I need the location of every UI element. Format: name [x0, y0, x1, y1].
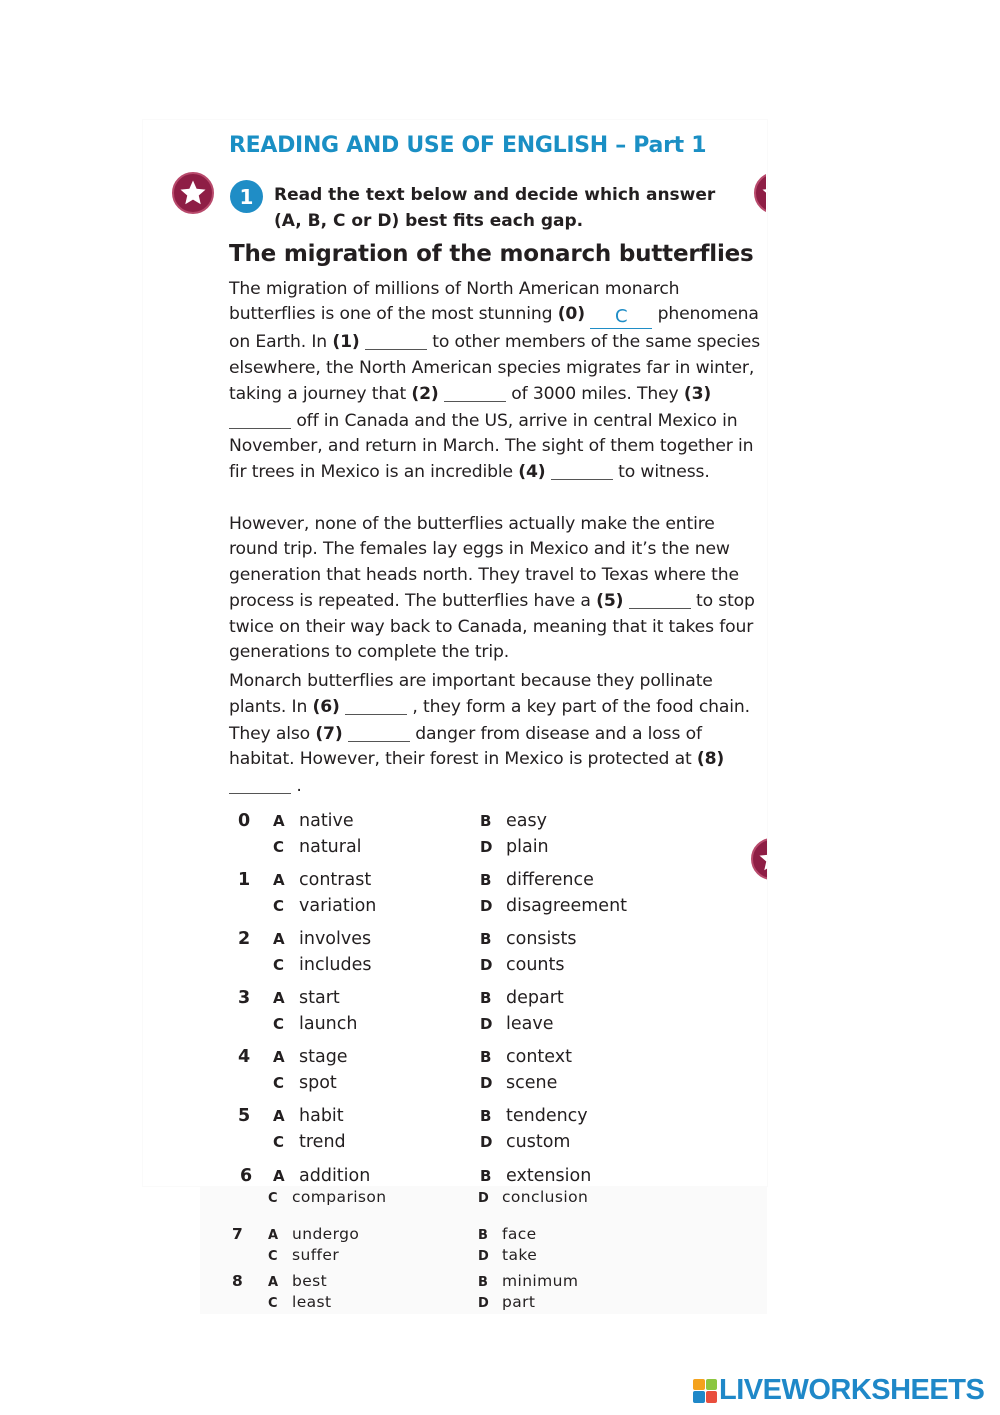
option-a: A stage: [273, 1047, 348, 1067]
section-title: READING AND USE OF ENGLISH – Part 1: [229, 133, 707, 158]
answer-gap-5[interactable]: [629, 588, 691, 609]
question-number: 1: [238, 870, 251, 890]
option-a: A addition: [273, 1166, 371, 1186]
instruction-text: Read the text below and decide which answer (A, B, C or D) best fits each gap.: [274, 185, 716, 231]
option-d: D take: [478, 1246, 538, 1264]
option-b: B context: [480, 1047, 572, 1067]
option-b: B minimum: [478, 1272, 579, 1290]
answer-options-list: [238, 811, 758, 1165]
option-c: C natural: [273, 837, 362, 857]
question-row: [232, 1223, 752, 1270]
question-row: [238, 988, 758, 1047]
option-b: B consists: [480, 929, 577, 949]
option-c: C launch: [273, 1014, 358, 1034]
answer-gap-2[interactable]: [444, 381, 506, 402]
star-icon: [754, 172, 796, 214]
option-d: D plain: [480, 837, 549, 857]
option-d: D conclusion: [478, 1188, 589, 1206]
paragraph-1: The migration of millions of North American monarch butterflies is one of the most stunning (0) C phenomena on Earth. In (1) to other members of the same species elsewhere, the North American species migrates far in winter, taking a journey that (2) of 3000 miles. They (3) off in Canada and the US, arrive in central Mexico in November, and return in March. The sight of them together in fir trees in Mexico is an incredible (4) to witness.: [229, 279, 761, 483]
option-d: D part: [478, 1293, 536, 1311]
option-c: C trend: [273, 1132, 346, 1152]
option-d: D leave: [480, 1014, 554, 1034]
question-row: [238, 1106, 758, 1165]
option-c: C spot: [273, 1073, 337, 1093]
question-number: 8: [232, 1272, 244, 1290]
option-a: A native: [273, 811, 354, 831]
question-number: 6: [240, 1166, 253, 1186]
question-number: 0: [238, 811, 251, 831]
option-b: B difference: [480, 870, 594, 890]
answer-gap-7[interactable]: [348, 721, 410, 742]
option-b: B easy: [480, 811, 547, 831]
question-number: 3: [238, 988, 251, 1008]
option-c: C least: [268, 1293, 332, 1311]
answer-gap-0[interactable]: C: [590, 308, 652, 329]
answer-gap-4[interactable]: [551, 459, 613, 480]
option-c: C includes: [273, 955, 372, 975]
option-a: A start: [273, 988, 340, 1008]
option-a: A best: [268, 1272, 328, 1290]
paragraph-3: Monarch butterflies are important because they pollinate plants. In (6) , they form a key part of the food chain. They also (7) danger from disease and a loss of habitat. However, their forest in Mexico is protected at (8) .: [229, 671, 750, 796]
option-c: C suffer: [268, 1246, 340, 1264]
option-b: B face: [478, 1225, 537, 1243]
star-icon: [172, 172, 214, 214]
option-d: D scene: [480, 1073, 558, 1093]
question-number: 4: [238, 1047, 251, 1067]
question-number: 5: [238, 1106, 251, 1126]
option-a: A habit: [273, 1106, 344, 1126]
answer-options-list-lower: [232, 1166, 752, 1317]
option-c: C comparison: [268, 1188, 387, 1206]
option-a: A involves: [273, 929, 372, 949]
option-d: D disagreement: [480, 896, 628, 916]
option-b: B depart: [480, 988, 564, 1008]
brand-name: LIVEWORKSHEETS: [719, 1374, 985, 1406]
question-number: 7: [232, 1225, 244, 1243]
option-b: B tendency: [480, 1106, 588, 1126]
liveworksheets-brand: [693, 1374, 984, 1407]
question-row: [238, 870, 758, 929]
answer-gap-6[interactable]: [345, 694, 407, 715]
paragraph-2: However, none of the butterflies actually make the entire round trip. The females lay eggs in Mexico and it’s the new generation that heads north. They travel to Texas where the process is repeated. The butterflies have a (5) to stop twice on their way back to Canada, meaning that it takes four generations to complete the trip.: [229, 514, 755, 663]
question-number: 2: [238, 929, 251, 949]
liveworksheets-logo-icon: [693, 1379, 717, 1403]
question-row: [238, 811, 758, 870]
text-title: The migration of the monarch butterflies: [229, 241, 754, 267]
answer-gap-3[interactable]: [229, 408, 291, 429]
instruction-number-badge: 1: [230, 180, 263, 213]
option-d: D custom: [480, 1132, 571, 1152]
question-row: [238, 1047, 758, 1106]
option-a: A contrast: [273, 870, 372, 890]
question-row: [238, 929, 758, 988]
option-d: D counts: [480, 955, 565, 975]
question-row: [232, 1270, 752, 1317]
answer-gap-8[interactable]: [229, 773, 291, 794]
question-row: [232, 1166, 752, 1223]
option-b: B extension: [480, 1166, 592, 1186]
answer-gap-1[interactable]: [365, 329, 427, 350]
option-c: C variation: [273, 896, 377, 916]
option-a: A undergo: [268, 1225, 360, 1243]
